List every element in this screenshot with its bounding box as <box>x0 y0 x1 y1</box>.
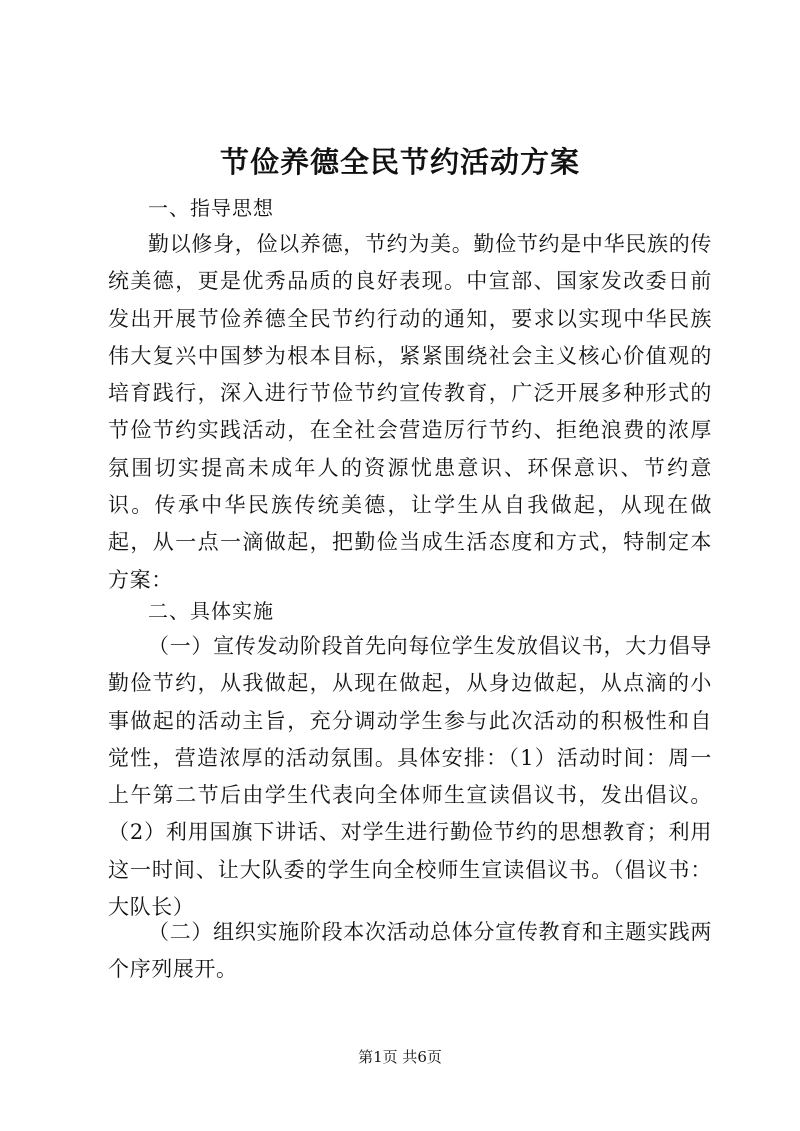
paragraph-implementation-phase: （二）组织实施阶段本次活动总体分宣传教育和主题实践两个序列展开。 <box>108 920 712 982</box>
document-title: 节俭养德全民节约活动方案 <box>219 145 580 179</box>
page-number-footer: 第1页 共6页 <box>358 1048 442 1066</box>
section-heading-guiding-thought: 一、指导思想 <box>148 196 274 220</box>
paragraph-guiding-thought: 勤以修身，俭以养德，节约为美。勤俭节约是中华民族的传统美德，更是优秀品质的良好表现。中宣部、国家发改委日前发出开展节俭养德全民节约行动的通知，要求以实现中华民族伟大复兴中国梦为根本目标，紧紧围绕社会主义核心价值观的培育践行，深入进行节俭节约宣传教育，广泛开展多种形式的节俭节约实践活动，在全社会营造厉行节约、拒绝浪费的浓厚氛围切实提高未成年人的资源忧患意识、环保意识、节约意识。传承中华民族传统美德，让学生从自我做起，从现在做起，从一点一滴做起，把勤俭当成生活态度和方式，特制定本方案： <box>108 232 712 592</box>
section-heading-implementation: 二、具体实施 <box>148 599 274 623</box>
paragraph-publicity-phase: （一）宣传发动阶段首先向每位学生发放倡议书，大力倡导勤俭节约，从我做起，从现在做起，从身边做起，从点滴的小事做起的活动主旨，充分调动学生参与此次活动的积极性和自觉性，营造浓厚的活动氛围。具体安排：（1）活动时间：周一上午第二节后由学生代表向全体师生宣读倡议书，发出倡议。（2）利用国旗下讲话、对学生进行勤俭节约的思想教育；利用这一时间、让大队委的学生向全校师生宣读倡议书。（倡议书：大队长） <box>108 634 712 920</box>
